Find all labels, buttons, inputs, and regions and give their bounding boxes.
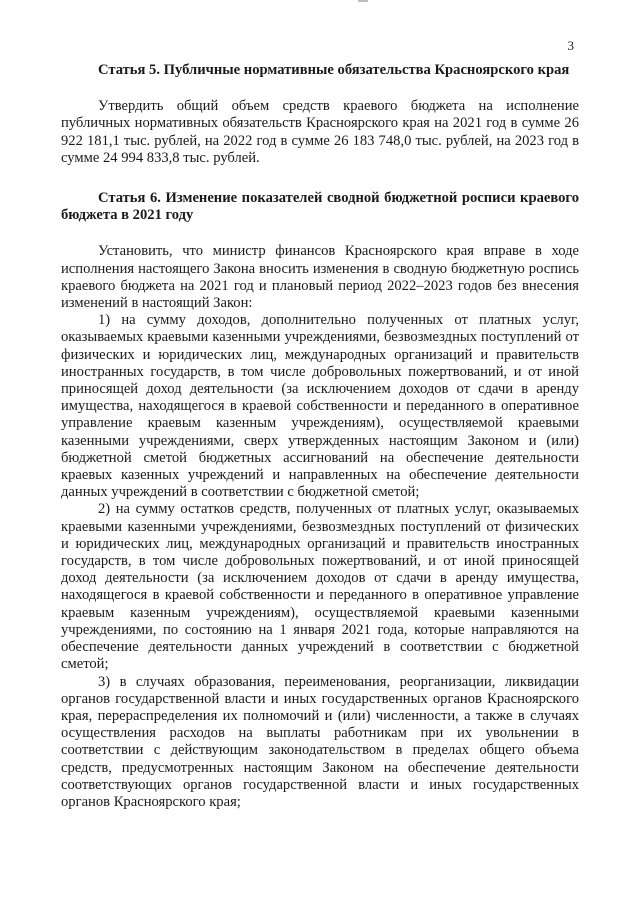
article-6-item-1: 1) на сумму доходов, дополнительно полученных от платных услуг, оказываемых краевыми казенными учреждениями, безвозмездных поступлений от физических и юридических лиц, международных организаций и правительств иностранных государств, в том числе добровольных пожертвований, и от иной приносящей доход деятельности (за исключением доходов от сдачи в аренду имущества, находящегося в краевой собственности и переданного в оперативное управление краевым казенным учреждениям), осуществляемой краевыми казенными учреждениями, сверх утвержденных настоящим Законом и (или) бюджетной сметой бюджетных ассигнований на обеспечение деятельности краевых казенных учреждений и направленных на обеспечение деятельности данных учреждений в соответствии с бюджетной сметой; — [61, 312, 579, 501]
article-6-heading: Статья 6. Изменение показателей сводной бюджетной росписи краевого бюджета в 2021 году — [61, 190, 579, 224]
article-6-item-3: 3) в случаях образования, переименования, реорганизации, ликвидации органов государственной власти и иных государственных органов Красноярского края, перераспределения их полномочий и (или) численности, а также в случаях осуществления расходов на выплаты работникам при их увольнении в соответствии с действующим законодательством в пределах общего объема средств, предусмотренных настоящим Законом на обеспечение деятельности соответствующих органов государственной власти и иных государственных органов Красноярского края; — [61, 673, 579, 810]
article-5-heading: Статья 5. Публичные нормативные обязательства Красноярского края — [98, 62, 570, 78]
article-6-item-2: 2) на сумму остатков средств, полученных от платных услуг, оказываемых краевыми казенными учреждениями, безвозмездных поступлений от физических и юридических лиц, международных организаций и правительств иностранных государств, в том числе добровольных пожертвований, и от иной приносящей доход деятельности (за исключением доходов от сдачи в аренду имущества, находящегося в краевой собственности и переданного в оперативное управление краевым казенным учреждениям), осуществляемой краевыми казенными учреждениями, по состоянию на 1 января 2021 года, которые направляются на обеспечение деятельности данных учреждений в соответствии с бюджетной сметой; — [61, 501, 579, 673]
document-body — [61, 62, 579, 811]
scan-mark — [358, 0, 368, 2]
article-6-intro: Установить, что министр финансов Красноярского края вправе в ходе исполнения настоящего Закона вносить изменения в сводную бюджетную роспись краевого бюджета на 2021 год и плановый период 2022–2023 годов без внесения изменений в настоящий Закон: — [61, 243, 579, 312]
page-number: 3 — [567, 38, 574, 53]
article-5-text: Утвердить общий объем средств краевого бюджета на исполнение публичных нормативных обязательств Красноярского края на 2021 год в сумме 26 922 181,1 тыс. рублей, на 2022 год в сумме 26 183 748,0 тыс. рублей, на 2023 год в сумме 24 994 833,8 тыс. рублей. — [61, 98, 579, 166]
